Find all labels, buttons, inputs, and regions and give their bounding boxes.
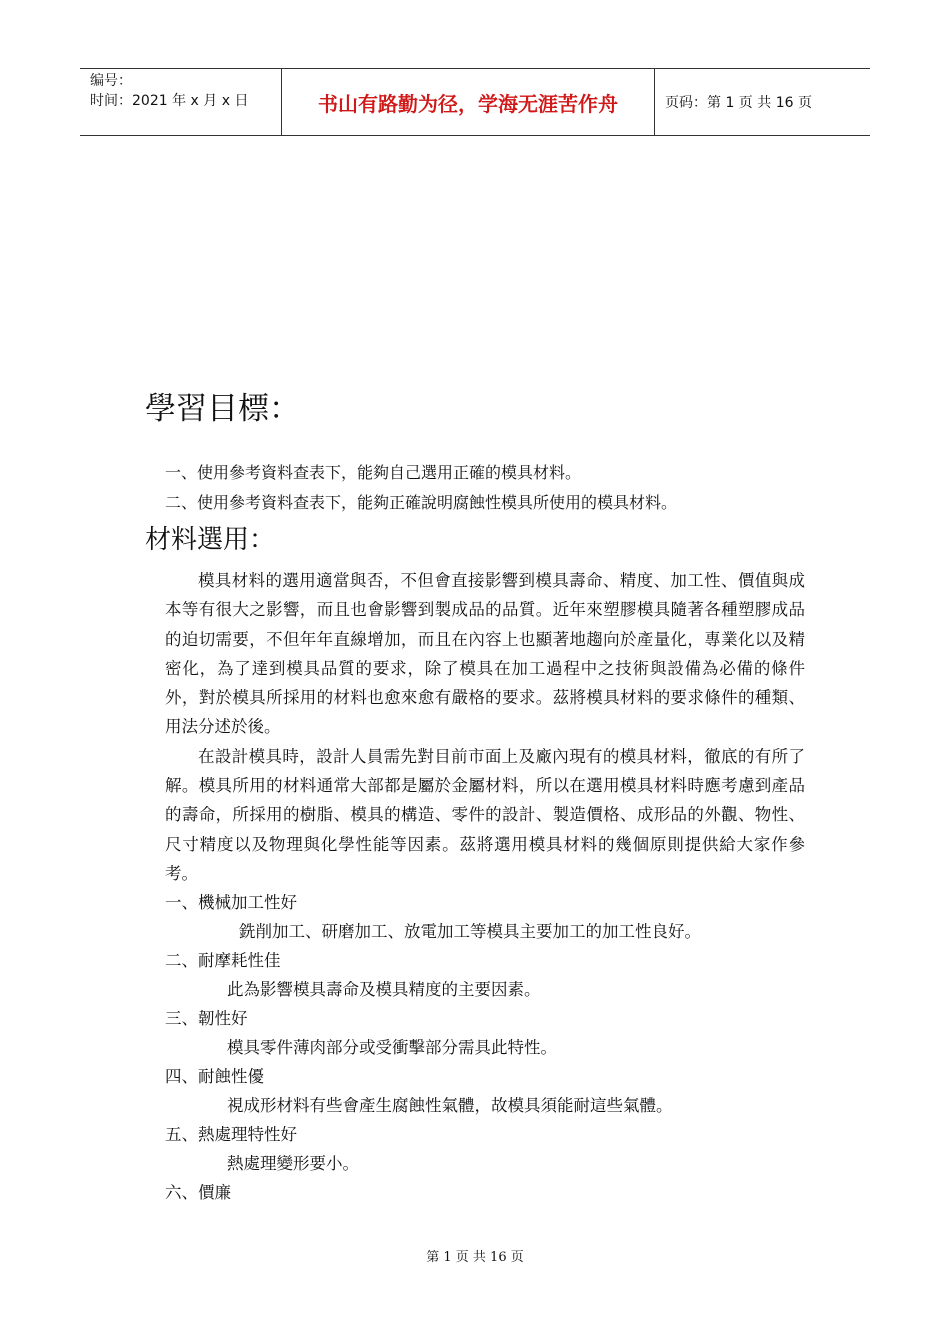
page-footer: 第 1 页 共 16 页 — [426, 1250, 524, 1265]
criterion-title: 六、價廉 — [165, 1183, 231, 1203]
criterion-title: 四、耐蝕性優 — [165, 1067, 264, 1087]
header-meta — [80, 69, 282, 135]
body-paragraph: 在設計模具時，設計人員需先對目前市面上及廠內現有的模具材料，徹底的有所了解。模具所用的材料通常大部都是屬於金屬材料，所以在選用模具材料時應考慮到產品的壽命，所採用的樹脂、模具的構造、零件的設計、製造價格、成形品的外觀、物性、尺寸精度以及物理與化學性能等因素。茲將選用模具材料的幾個原則提供給大家作參考。 — [165, 746, 805, 883]
document-number: 编号： — [90, 73, 132, 89]
criterion-description: 模具零件薄肉部分或受衝擊部分需具此特性。 — [227, 1038, 557, 1058]
criterion-title: 三、韌性好 — [165, 1009, 248, 1029]
criterion-title: 一、機械加工性好 — [165, 893, 297, 913]
document-date: 时间：2021 年 x 月 x 日 — [90, 93, 249, 109]
header-motto: 书山有路勤为径，学海无涯苦作舟 — [282, 69, 655, 135]
goal-item: 二、使用參考資料查表下，能夠正確說明腐蝕性模具所使用的模具材料。 — [165, 493, 678, 512]
material-selection-heading: 材料選用： — [145, 525, 276, 555]
criterion-description: 視成形材料有些會產生腐蝕性氣體，故模具須能耐這些氣體。 — [227, 1096, 673, 1116]
document-body — [145, 384, 805, 1207]
criterion-description: 熱處理變形要小。 — [227, 1154, 359, 1174]
criterion-title: 二、耐摩耗性佳 — [165, 951, 281, 971]
criterion-title: 五、熱處理特性好 — [165, 1125, 297, 1145]
body-paragraph: 模具材料的選用適當與否，不但會直接影響到模具壽命、精度、加工性、價值與成本等有很大之影響，而且也會影響到製成品的品質。近年來塑膠模具隨著各種塑膠成品的迫切需要，不但年年直線增加，而且在內容上也顯著地趨向於產量化，專業化以及精密化，為了達到模具品質的要求，除了模具在加工過程中之技術與設備為必備的條件外，對於模具所採用的材料也愈來愈有嚴格的要求。茲將模具材料的要求條件的種類、用法分述於後。 — [165, 571, 805, 737]
page-header — [80, 68, 870, 136]
header-page-number: 页码：第 1 页 共 16 页 — [665, 95, 812, 111]
learning-goals-heading: 學習目標： — [145, 391, 300, 427]
criterion-description: 此為影響模具壽命及模具精度的主要因素。 — [227, 980, 541, 1000]
criterion-description: 銑削加工、研磨加工、放電加工等模具主要加工的加工性良好。 — [239, 922, 701, 942]
goal-item: 一、使用參考資料查表下，能夠自己選用正確的模具材料。 — [165, 463, 582, 482]
